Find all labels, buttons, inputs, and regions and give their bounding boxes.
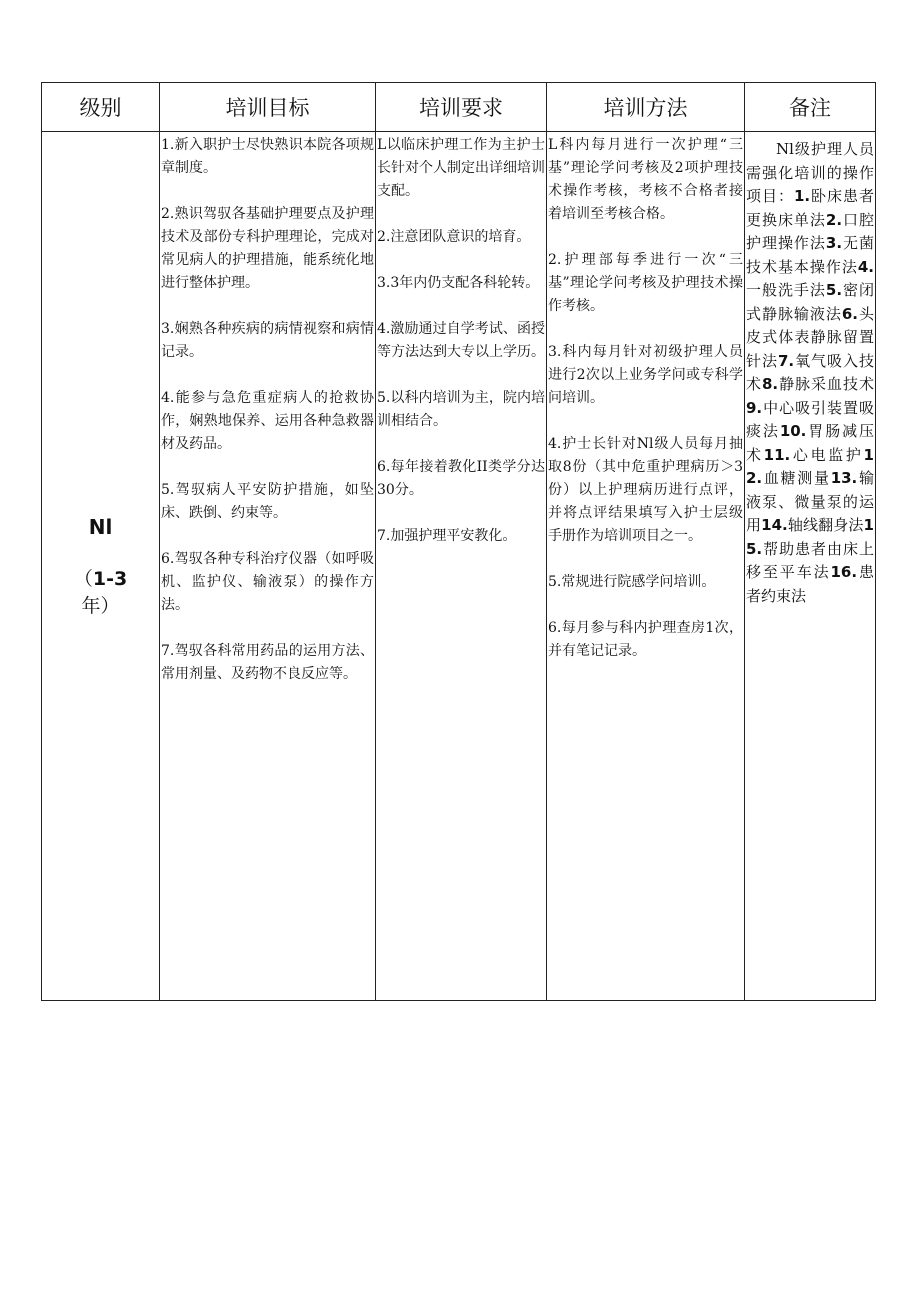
method-item: L科内每月进行一次护理“三基”理论学问考核及2项护理技术操作考核，考核不合格者接着培训至考核合格。 <box>548 137 743 222</box>
header-note: 备注 <box>745 83 876 132</box>
header-requirement: 培训要求 <box>376 83 547 132</box>
goal-item: 7.驾驭各科常用药品的运用方法、常用剂量、及药物不良反应等。 <box>161 643 374 682</box>
note-item-text: 无菌技术基本操作法 <box>746 234 874 276</box>
method-item: 6.每月参与科内护理查房1次，并有笔记记录。 <box>548 620 743 659</box>
note-item-number: 10. <box>779 422 807 440</box>
note-item-number: 4. <box>857 257 874 276</box>
method-cell <box>547 132 745 1001</box>
note-item-number: 2. <box>825 210 843 229</box>
note-item-text: 患者约束法 <box>746 563 874 605</box>
header-level: 级别 <box>42 83 160 132</box>
method-item: 3.科内每月针对初级护理人员进行2次以上业务学问或专科学问培训。 <box>548 344 743 406</box>
note-item-number: 5. <box>825 281 843 299</box>
requirement-item: 3.3年内仍支配各科轮转。 <box>377 275 540 291</box>
note-item-number: 3. <box>825 234 843 252</box>
requirement-item: 7.加强护理平安教化。 <box>377 528 517 544</box>
note-item-text: 中心吸引装置吸痰法 <box>746 398 874 440</box>
level-name: Nl <box>88 515 113 539</box>
training-table <box>41 82 876 1001</box>
header-method: 培训方法 <box>547 83 745 132</box>
note-cell <box>745 132 876 1001</box>
requirement-item: 6.每年接着教化II类学分达30分。 <box>377 459 545 498</box>
note-item-text: 静脉采血技术 <box>778 375 874 393</box>
note-item-text: 头皮式体表静脉留置针法 <box>746 304 874 370</box>
method-list <box>547 132 744 663</box>
level-years <box>42 564 159 618</box>
method-item: 2.护理部每季进行一次“三基”理论学问考核及护理技术操作考核。 <box>548 252 743 314</box>
note-item-text: 帮助患者由床上移至平车法 <box>746 539 874 581</box>
goal-item: 6.驾驭各种专科治疗仪器（如呼吸机、监护仪、输液泵）的操作方法。 <box>161 551 374 613</box>
note-item-text: 心电监护 <box>790 445 864 464</box>
method-item: 4.护士长针对Nl级人员每月抽取8份（其中危重护理病历＞3份）以上护理病历进行点评，并将点评结果填写入护士层级手册作为培训项目之一。 <box>548 436 743 544</box>
note-item-number: 8. <box>761 375 779 393</box>
method-item: 5.常规进行院感学问培训。 <box>548 574 716 590</box>
level-years-close: 年） <box>81 595 120 617</box>
level-cell <box>42 132 160 1001</box>
note-item-number: 13. <box>830 469 858 487</box>
requirement-item: 4.激励通过自学考试、函授等方法达到大专以上学历。 <box>377 321 545 360</box>
requirement-cell <box>376 132 547 1001</box>
note-item-text: 卧床患者更换床单法 <box>746 187 874 229</box>
note-item-number: 14. <box>761 516 788 534</box>
goal-item: 4.能参与急危重症病人的抢救协作，娴熟地保养、运用各种急救器材及药品。 <box>161 390 374 452</box>
requirement-item: 2.注意团队意识的培育。 <box>377 229 531 245</box>
goal-cell <box>160 132 376 1001</box>
level-years-open: （ <box>73 568 93 590</box>
header-row <box>42 83 876 132</box>
note-item-text: 胃肠减压术 <box>746 422 874 464</box>
note-item-text: 血糖测量 <box>762 469 831 487</box>
note-item-text: 轴线翻身法 <box>787 516 864 534</box>
note-item-text: 一般洗手法 <box>746 281 826 299</box>
requirement-item: L以临床护理工作为主护士长针对个人制定出详细培训支配。 <box>377 137 545 199</box>
goal-item: 2.熟识驾驭各基础护理要点及护理技术及部份专科护理理论，完成对常见病人的护理措施，能系统化地进行整体护理。 <box>161 206 374 291</box>
note-intro: Nl级护理人员需强化培训的操作项目： <box>746 140 874 205</box>
note-item-text: 口腔护理操作法 <box>746 210 874 252</box>
requirement-list <box>376 132 546 548</box>
goal-item: 3.娴熟各种疾病的病情视察和病情记录。 <box>161 321 374 360</box>
goal-item: 5.驾驭病人平安防护措施，如坠床、跌倒、约束等。 <box>161 482 374 521</box>
table-row <box>42 132 876 1001</box>
note-item-number: 15. <box>746 516 874 558</box>
goal-list <box>160 132 375 686</box>
training-table-sheet <box>41 82 874 1001</box>
note-item-number: 9. <box>746 398 763 417</box>
note-item-text: 氧气吸入技术 <box>746 351 874 393</box>
note-item-number: 12. <box>746 445 874 487</box>
goal-item: 1.新入职护士尽快熟识本院各项规章制度。 <box>161 137 374 176</box>
note-item-number: 16. <box>830 563 858 581</box>
note-item-number: 6. <box>841 304 858 323</box>
note-text <box>745 132 875 608</box>
note-item-number: 7. <box>777 351 795 370</box>
note-item-text: 密闭式静脉输液法 <box>746 281 874 323</box>
note-item-text: 输液泵、微量泵的运用 <box>746 469 874 534</box>
note-item-number: 1. <box>793 187 811 205</box>
note-item-number: 11. <box>763 445 791 464</box>
requirement-item: 5.以科内培训为主，院内培训相结合。 <box>377 390 545 429</box>
level-years-range: 1-3 <box>92 568 128 590</box>
header-goal: 培训目标 <box>160 83 376 132</box>
